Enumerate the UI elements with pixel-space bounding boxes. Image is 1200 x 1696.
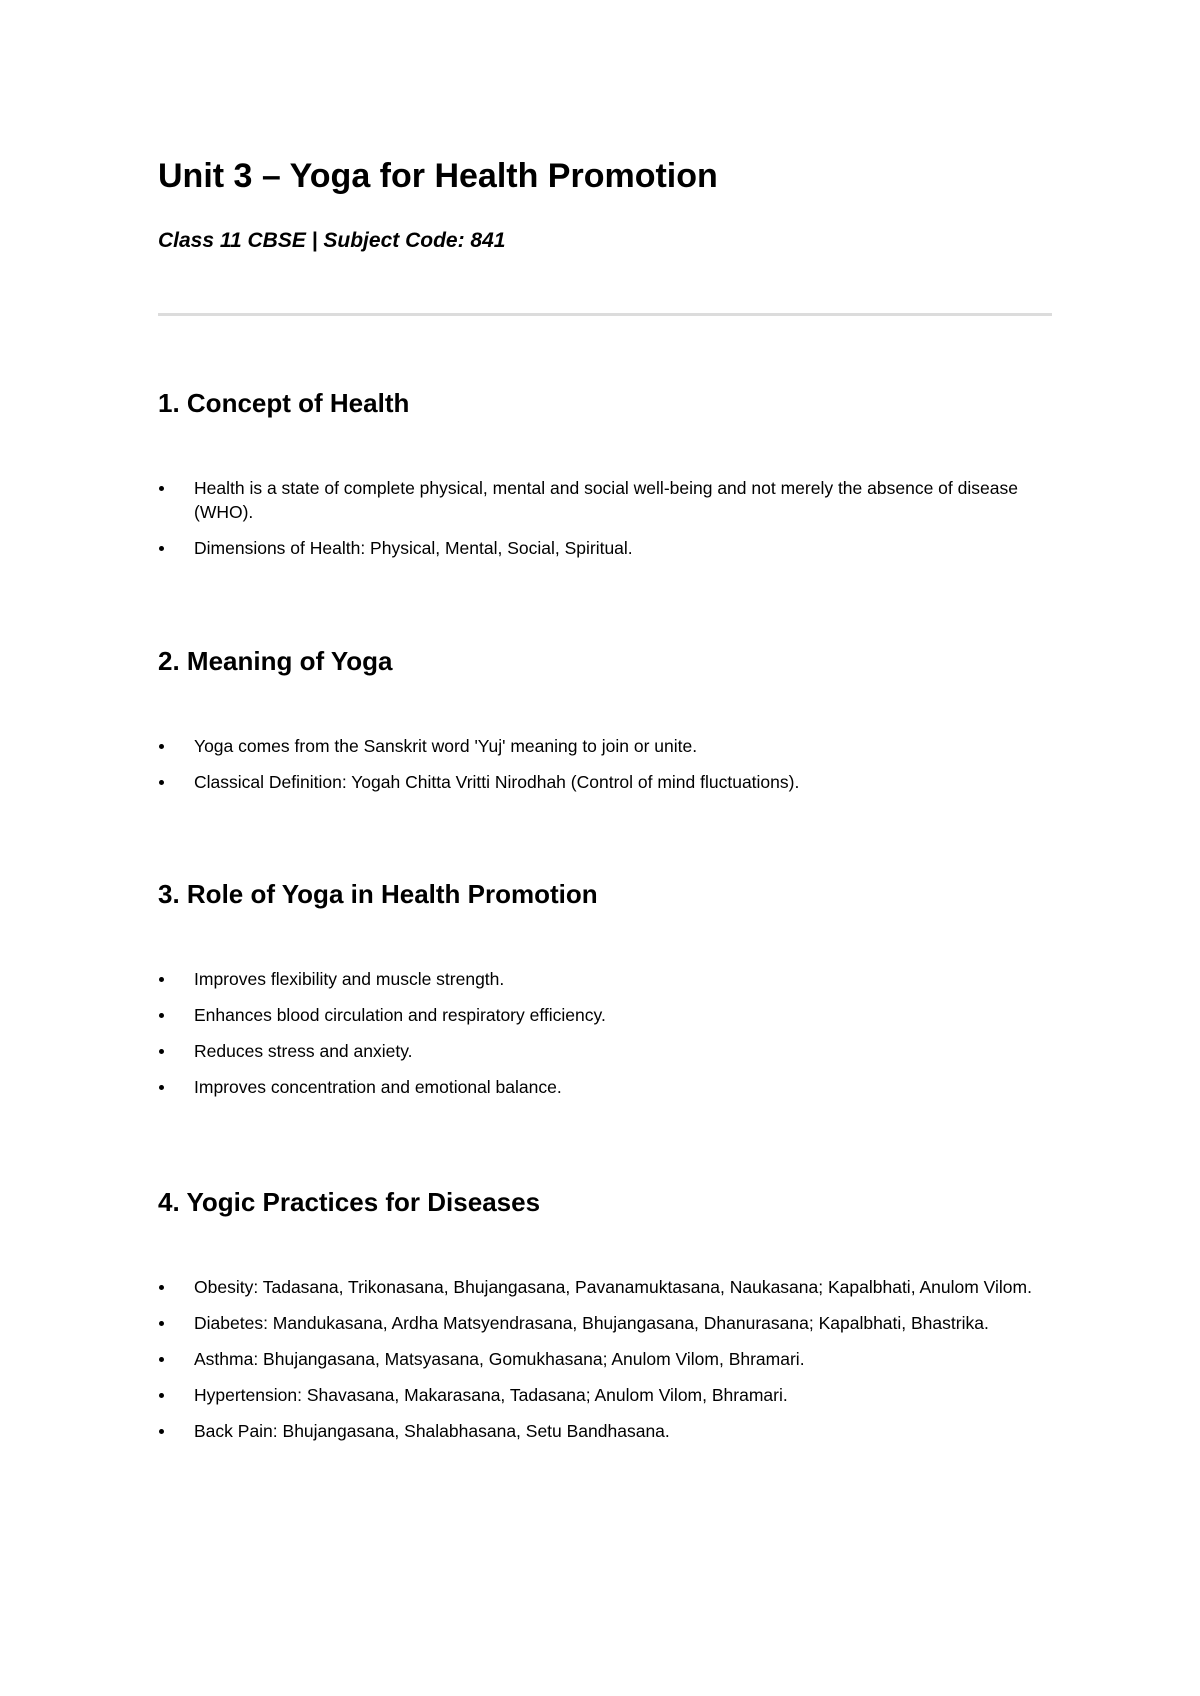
list-item-text: Obesity: Tadasana, Trikonasana, Bhujangasana, Pavanamuktasana, Naukasana; Kapalbhati, Anulom Vilom.: [194, 1277, 1032, 1297]
page-subtitle: Class 11 CBSE | Subject Code: 841: [158, 229, 506, 252]
bullet-icon: [159, 744, 164, 749]
list-item: [158, 476, 1052, 524]
list-item: [158, 1075, 1052, 1099]
list-item-text: Improves flexibility and muscle strength.: [194, 969, 505, 989]
bullet-icon: [159, 1085, 164, 1090]
list-item-text: Back Pain: Bhujangasana, Shalabhasana, Setu Bandhasana.: [194, 1421, 670, 1441]
list-item: [158, 967, 1052, 991]
list-item-text: Diabetes: Mandukasana, Ardha Matsyendrasana, Bhujangasana, Dhanurasana; Kapalbhati, Bhastrika.: [194, 1313, 989, 1333]
list-item: [158, 1275, 1052, 1299]
bullet-icon: [159, 546, 164, 551]
section-role-of-yoga: [158, 878, 1052, 1097]
list-item-text: Health is a state of complete physical, mental and social well-being and not merely the absence of disease (WHO).: [194, 478, 1018, 522]
header-divider: [158, 313, 1052, 316]
list-item: [158, 1039, 1052, 1063]
bullet-list: [158, 476, 1052, 572]
list-item-text: Hypertension: Shavasana, Makarasana, Tadasana; Anulom Vilom, Bhramari.: [194, 1385, 788, 1405]
list-item-text: Reduces stress and anxiety.: [194, 1041, 413, 1061]
list-item: [158, 770, 1052, 794]
bullet-list: [158, 734, 1052, 806]
bullet-icon: [159, 486, 164, 491]
page-title: Unit 3 – Yoga for Health Promotion: [158, 157, 718, 195]
section-heading: 3. Role of Yoga in Health Promotion: [158, 879, 598, 909]
bullet-icon: [159, 1321, 164, 1326]
section-concept-of-health: [158, 387, 1052, 558]
list-item: [158, 1003, 1052, 1027]
bullet-list: [158, 967, 1052, 1111]
bullet-icon: [159, 1429, 164, 1434]
list-item: [158, 536, 1052, 560]
list-item-text: Asthma: Bhujangasana, Matsyasana, Gomukhasana; Anulom Vilom, Bhramari.: [194, 1349, 805, 1369]
list-item-text: Yoga comes from the Sanskrit word 'Yuj' meaning to join or unite.: [194, 736, 698, 756]
section-yogic-practices: [158, 1186, 1052, 1441]
bullet-icon: [159, 780, 164, 785]
list-item: [158, 734, 1052, 758]
list-item: [158, 1311, 1052, 1335]
list-item: [158, 1383, 1052, 1407]
list-item: [158, 1419, 1052, 1443]
list-item-text: Classical Definition: Yogah Chitta Vritti Nirodhah (Control of mind fluctuations).: [194, 772, 800, 792]
list-item-text: Dimensions of Health: Physical, Mental, Social, Spiritual.: [194, 538, 633, 558]
bullet-icon: [159, 1013, 164, 1018]
list-item: [158, 1347, 1052, 1371]
bullet-list: [158, 1275, 1052, 1455]
list-item-text: Improves concentration and emotional balance.: [194, 1077, 562, 1097]
bullet-icon: [159, 1049, 164, 1054]
section-heading: 2. Meaning of Yoga: [158, 646, 393, 676]
section-meaning-of-yoga: [158, 645, 1052, 792]
section-heading: 4. Yogic Practices for Diseases: [158, 1187, 541, 1217]
list-item-text: Enhances blood circulation and respiratory efficiency.: [194, 1005, 606, 1025]
bullet-icon: [159, 1285, 164, 1290]
bullet-icon: [159, 977, 164, 982]
bullet-icon: [159, 1393, 164, 1398]
section-heading: 1. Concept of Health: [158, 388, 410, 418]
bullet-icon: [159, 1357, 164, 1362]
